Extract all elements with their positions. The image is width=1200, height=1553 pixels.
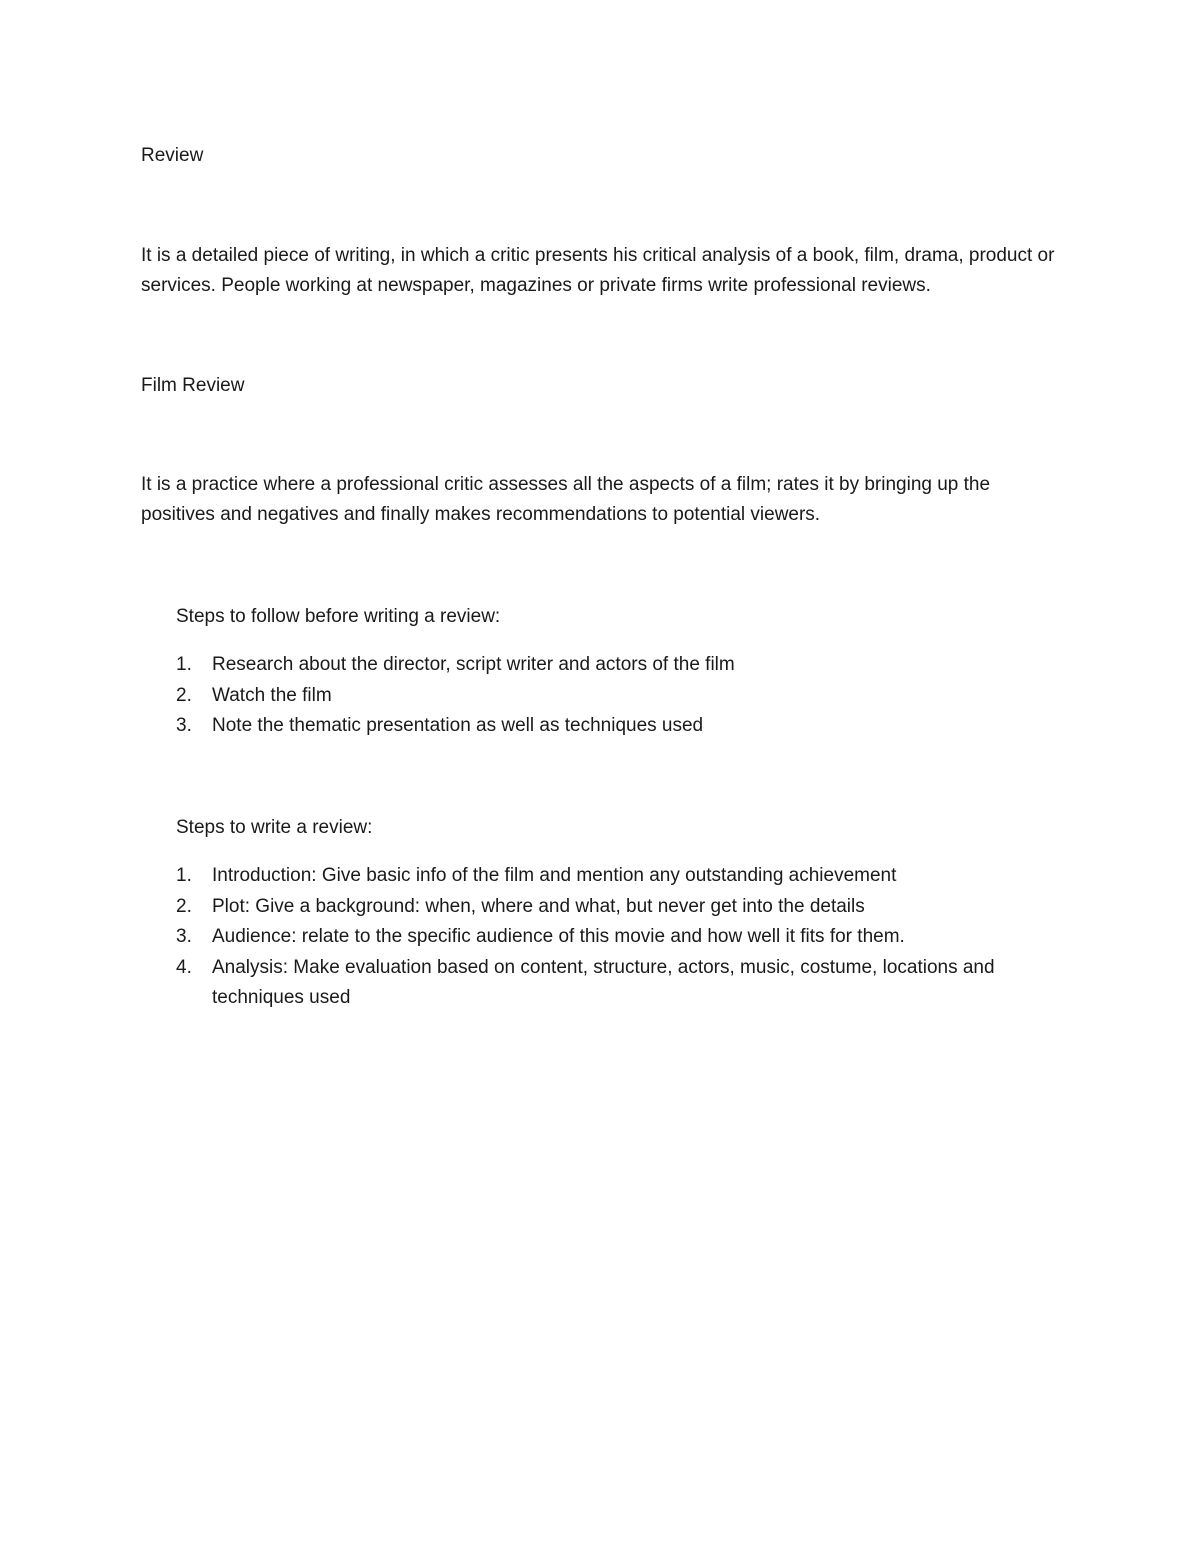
list-item (141, 650, 1061, 681)
list-number: 4. (176, 956, 192, 978)
write-steps-list (141, 861, 1061, 1014)
list-text: Introduction: Give basic info of the film and mention any outstanding achievement (212, 865, 897, 886)
list-number: 1. (176, 865, 192, 886)
list-text: Analysis: Make evaluation based on content, structure, actors, music, costume, locations and techniques used (212, 956, 995, 1008)
list-item (141, 861, 1061, 892)
heading-review: Review (141, 145, 204, 166)
list-number: 3. (176, 715, 192, 736)
list-text: Note the thematic presentation as well as techniques used (212, 715, 704, 736)
film-review-paragraph: It is a practice where a professional critic assesses all the aspects of a film; rates it by bringing up the positives and negatives and finally makes recommendations to potential viewers. (141, 474, 991, 525)
heading-film-review: Film Review (141, 375, 245, 396)
list-text: Research about the director, script writer and actors of the film (212, 654, 735, 675)
list-number: 2. (176, 684, 192, 706)
list-number: 1. (176, 654, 192, 675)
list-text: Watch the film (212, 684, 332, 706)
list-number: 3. (176, 926, 192, 947)
before-steps-list (141, 650, 1061, 742)
before-steps-title: Steps to follow before writing a review: (176, 606, 501, 627)
list-item (141, 681, 1061, 712)
list-item (141, 922, 1061, 953)
list-item (141, 953, 1061, 1014)
review-paragraph: It is a detailed piece of writing, in which a critic presents his critical analysis of a book, film, drama, product or services. People working at newspaper, magazines or private firms write professional reviews. (141, 245, 1055, 296)
list-item (141, 892, 1061, 923)
list-item (141, 711, 1061, 742)
write-steps-title: Steps to write a review: (176, 817, 373, 838)
list-text: Plot: Give a background: when, where and what, but never get into the details (212, 895, 865, 917)
list-text: Audience: relate to the specific audience of this movie and how well it fits for them. (212, 926, 905, 947)
list-number: 2. (176, 895, 192, 917)
